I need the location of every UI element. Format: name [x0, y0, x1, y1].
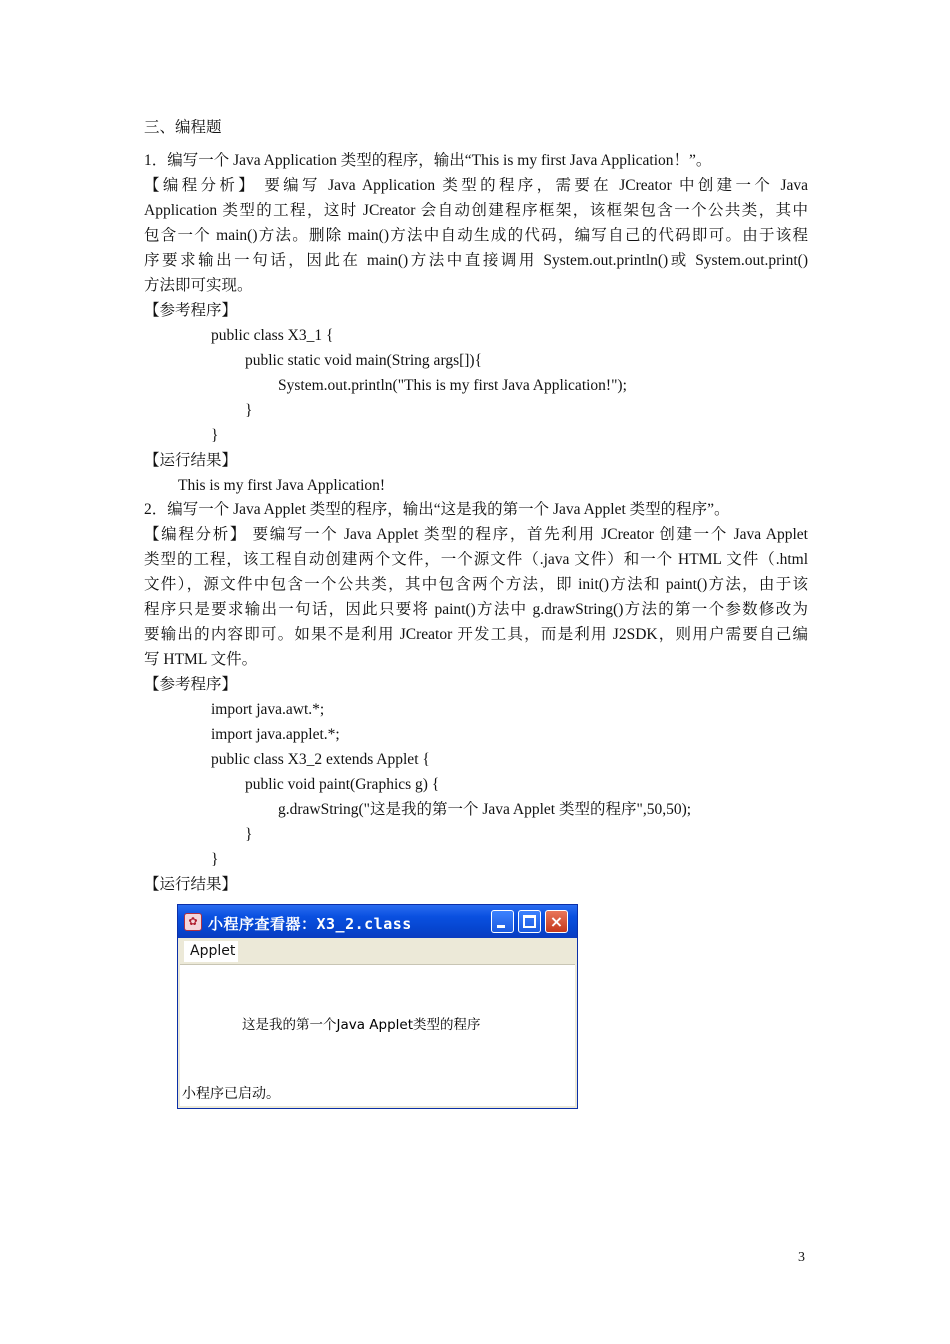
- q1-code-line: }: [245, 402, 253, 419]
- section-heading: 三、编程题: [144, 119, 222, 136]
- q1-code-line: public class X3_1 {: [211, 327, 334, 344]
- applet-canvas: [180, 965, 575, 1079]
- q2-code-line: }: [211, 851, 219, 868]
- q2-question: 2．编写一个 Java Applet 类型的程序，输出“这是我的第一个 Java Applet 类型的程序”。: [144, 501, 730, 518]
- q2-analysis-line: 写 HTML 文件。: [144, 651, 258, 668]
- q2-result-heading: 【运行结果】: [144, 876, 238, 893]
- status-bar: [180, 1079, 575, 1106]
- window-titlebar[interactable]: [178, 905, 577, 938]
- q1-analysis-line: 【编程分析】 要编写 Java Application 类型的程序，需要在 JCreator 中创建一个 Java: [144, 177, 808, 194]
- minimize-icon: [497, 925, 505, 928]
- q2-analysis-line: 程序只是要求输出一句话，因此只要将 paint()方法中 g.drawString()方法的第一个参数修改为: [144, 601, 808, 618]
- q2-analysis-line: 【编程分析】 要编写一个 Java Applet 类型的程序，首先利用 JCreator 创建一个 Java Applet: [144, 526, 808, 543]
- applet-viewer-icon: ✿: [184, 913, 202, 931]
- minimize-button[interactable]: [491, 910, 514, 933]
- q1-analysis-line: Application 类型的工程，这时 JCreator 会自动创建程序框架，该框架包含一个公共类，其中: [144, 202, 808, 219]
- q1-code-line: }: [211, 427, 219, 444]
- menu-bar: [180, 939, 575, 965]
- q2-code-line: }: [245, 826, 253, 843]
- q1-ref-heading: 【参考程序】: [144, 302, 238, 319]
- q2-code-line: import java.applet.*;: [211, 726, 340, 743]
- q2-code-line: public class X3_2 extends Applet {: [211, 751, 430, 768]
- q1-analysis-line: 方法即可实现。: [144, 277, 253, 294]
- maximize-button[interactable]: [518, 910, 541, 933]
- close-button[interactable]: [545, 910, 568, 933]
- q1-code-line: System.out.println("This is my first Java Application!");: [278, 377, 627, 394]
- q1-code-line: public static void main(String args[]){: [245, 352, 483, 369]
- q2-analysis-line: 文件），源文件中包含一个公共类，其中包含两个方法，即 init()方法和 paint()方法，由于该: [144, 576, 808, 593]
- q1-result-heading: 【运行结果】: [144, 452, 238, 469]
- status-text: 小程序已启动。: [182, 1086, 280, 1102]
- q2-ref-heading: 【参考程序】: [144, 676, 238, 693]
- applet-output-text: 这是我的第一个Java Applet类型的程序: [242, 1017, 481, 1033]
- close-icon: ×: [549, 912, 564, 931]
- q1-analysis-line: 序要求输出一句话，因此在 main()方法中直接调用 System.out.println()或 System.out.print(): [144, 252, 808, 269]
- q2-analysis-line: 类型的工程，该工程自动创建两个文件，一个源文件（.java 文件）和一个 HTML 文件（.html: [144, 551, 808, 568]
- q1-question: 1．编写一个 Java Application 类型的程序，输出“This is my first Java Application！”。: [144, 152, 712, 169]
- q2-code-line: g.drawString("这是我的第一个 Java Applet 类型的程序",50,50);: [278, 801, 692, 818]
- applet-viewer-window: [177, 904, 578, 1109]
- q2-code-line: public void paint(Graphics g) {: [245, 776, 440, 793]
- page-number: 3: [798, 1250, 805, 1265]
- q1-analysis-line: 包含一个 main()方法。删除 main()方法中自动生成的代码，编写自己的代码即可。由于该程: [144, 227, 808, 244]
- maximize-icon: [523, 915, 536, 928]
- window-title: 小程序查看器：X3_2.class: [208, 915, 412, 933]
- menu-applet[interactable]: Applet: [184, 941, 238, 962]
- q1-result-output: This is my first Java Application!: [178, 477, 386, 494]
- q2-analysis-line: 要输出的内容即可。如果不是利用 JCreator 开发工具，而是利用 J2SDK，则用户需要自己编: [144, 626, 808, 643]
- q2-code-line: import java.awt.*;: [211, 701, 325, 718]
